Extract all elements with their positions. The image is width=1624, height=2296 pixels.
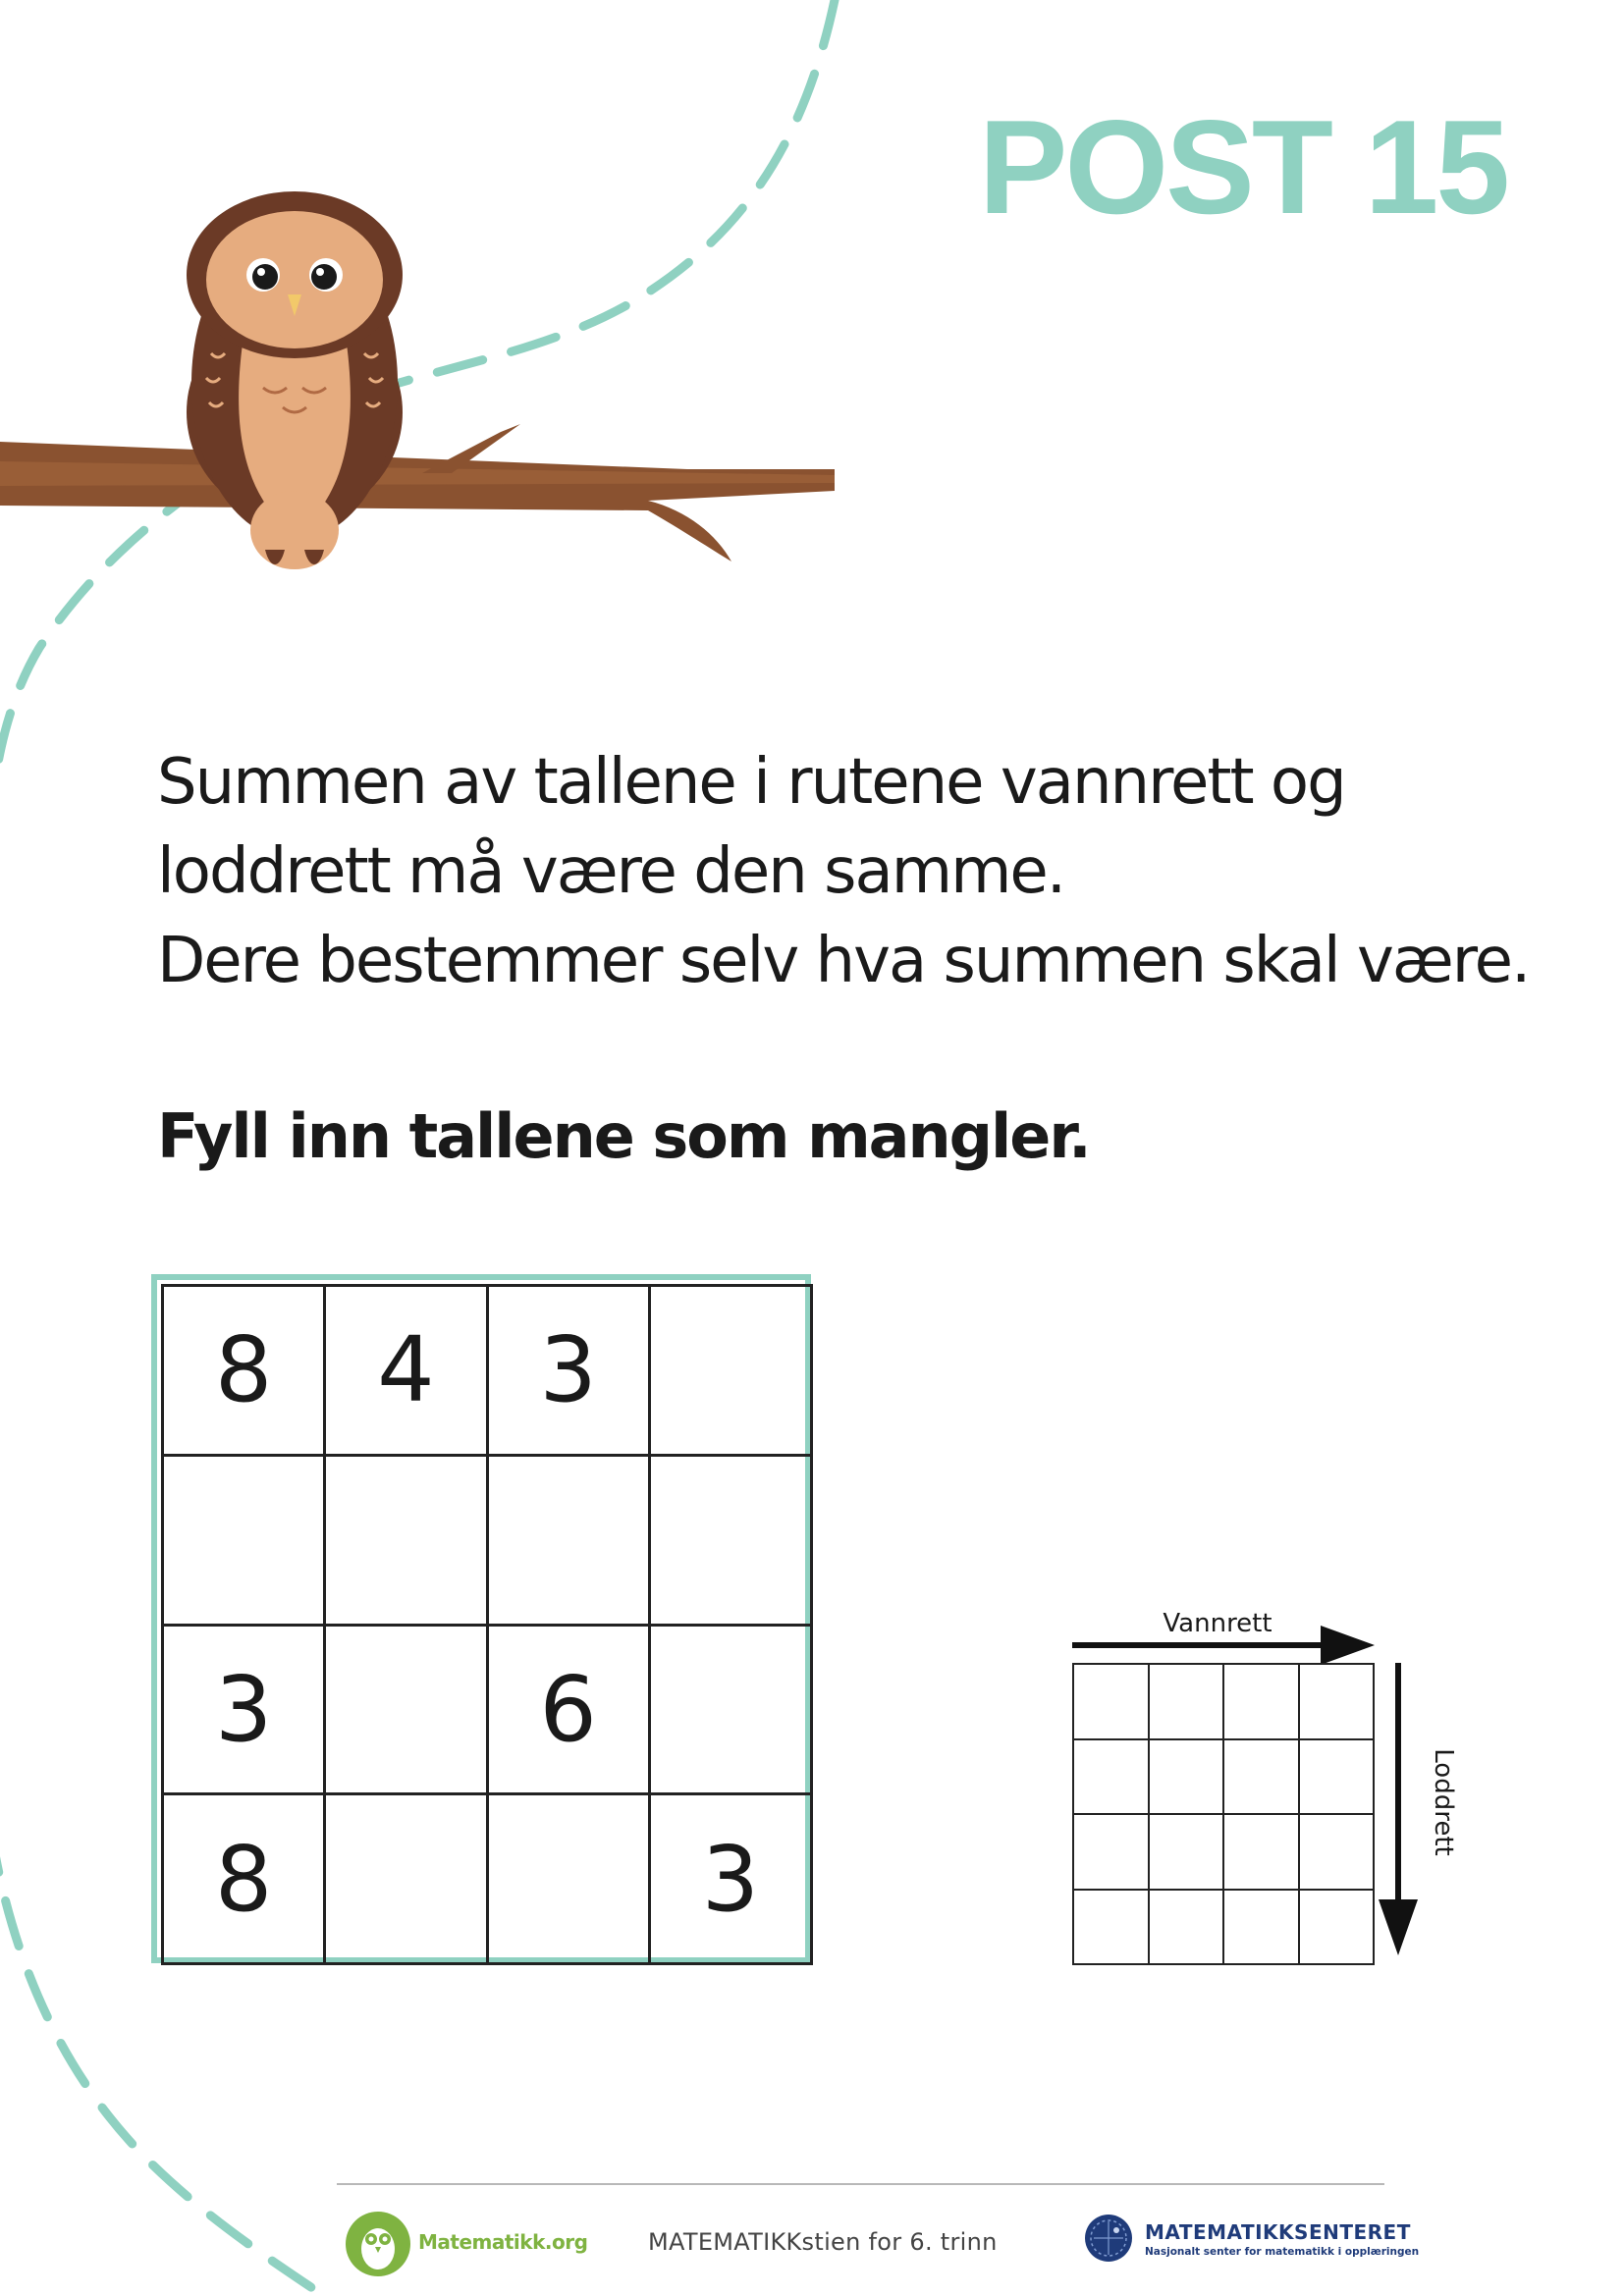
footer-right-logo-subtitle: Nasjonalt senter for matematikk i opplæringen — [1145, 2246, 1420, 2258]
puzzle-cell — [489, 1457, 651, 1627]
legend-cell — [1074, 1815, 1150, 1891]
legend-cell — [1150, 1815, 1225, 1891]
legend-label-vertical: Loddrett — [1429, 1748, 1458, 1856]
puzzle-cell: 3 — [164, 1627, 326, 1796]
legend-grid — [1072, 1663, 1375, 1965]
instructions-text — [157, 738, 1551, 1006]
puzzle-cell — [326, 1627, 488, 1796]
instruction-line: loddrett må være den samme. — [157, 835, 1065, 908]
instruction-line: Summen av tallene i rutene vannrett og — [157, 746, 1345, 819]
legend-cell — [1224, 1740, 1300, 1816]
vertical-arrow — [1379, 1663, 1418, 1955]
puzzle-frame — [151, 1274, 811, 1963]
puzzle-cell — [651, 1627, 813, 1796]
puzzle-cell — [651, 1287, 813, 1457]
legend-cell — [1224, 1665, 1300, 1740]
legend-cell — [1300, 1891, 1376, 1966]
puzzle-cell — [651, 1457, 813, 1627]
puzzle-cell: 6 — [489, 1627, 651, 1796]
branch-illustration — [0, 424, 835, 561]
task-heading: Fyll inn tallene som mangler. — [157, 1100, 1090, 1172]
puzzle-cell: 8 — [164, 1287, 326, 1457]
footer-right-logo-title: MATEMATIKKSENTERET — [1145, 2220, 1411, 2244]
legend-cell — [1224, 1891, 1300, 1966]
globe-logo-icon — [1084, 2214, 1133, 2263]
puzzle-cell: 8 — [164, 1795, 326, 1965]
owl-logo-icon — [344, 2210, 412, 2278]
legend-cell — [1300, 1815, 1376, 1891]
footer-divider — [337, 2183, 1384, 2185]
legend-cell — [1150, 1740, 1225, 1816]
instruction-line: Dere bestemmer selv hva summen skal være. — [157, 925, 1530, 997]
legend-cell — [1074, 1740, 1150, 1816]
puzzle-cell — [164, 1457, 326, 1627]
legend-cell — [1150, 1891, 1225, 1966]
puzzle-cell — [489, 1795, 651, 1965]
puzzle-cell: 3 — [651, 1795, 813, 1965]
puzzle-cell — [326, 1457, 488, 1627]
puzzle-cell — [326, 1795, 488, 1965]
owl-illustration — [187, 191, 403, 569]
legend-cell — [1074, 1665, 1150, 1740]
footer-center-text: MATEMATIKKstien for 6. trinn — [648, 2228, 998, 2256]
legend-label-horizontal: Vannrett — [1163, 1609, 1272, 1638]
legend-cell — [1150, 1665, 1225, 1740]
legend-cell — [1300, 1665, 1376, 1740]
legend-cell — [1224, 1815, 1300, 1891]
legend-cell — [1074, 1891, 1150, 1966]
page-title: POST 15 — [978, 92, 1507, 241]
legend-cell — [1300, 1740, 1376, 1816]
footer-left-logo-text: Matematikk.org — [418, 2230, 588, 2254]
puzzle-cell: 3 — [489, 1287, 651, 1457]
puzzle-grid — [161, 1284, 813, 1965]
puzzle-cell: 4 — [326, 1287, 488, 1457]
